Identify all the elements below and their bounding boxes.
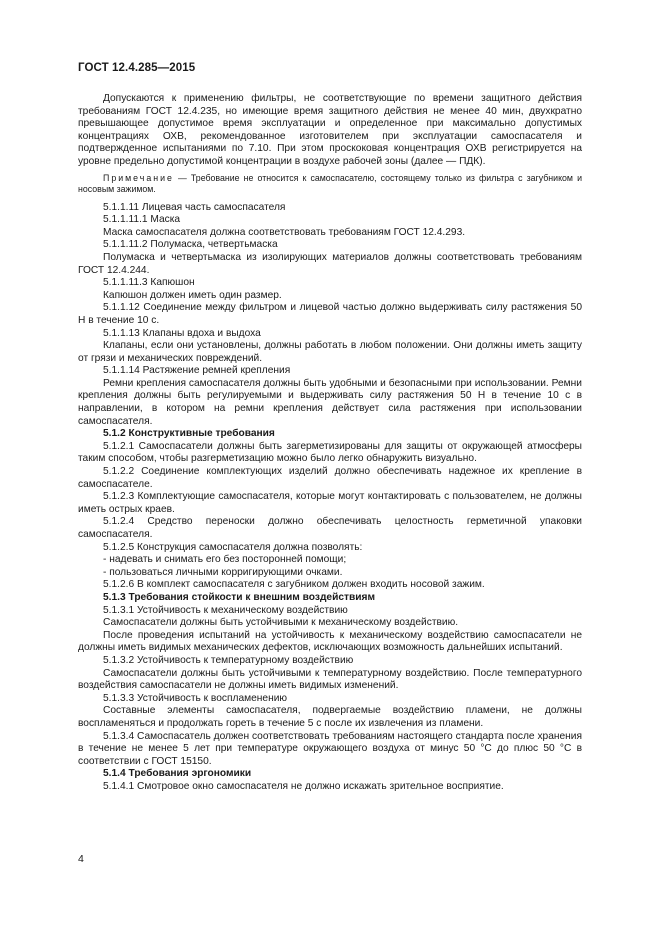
section-5-1-2-1: 5.1.2.1 Самоспасатели должны быть загерметизированы для защиты от окружающей атмосферы таким способом, чтобы разгерметизацию можно было легко обнаружить визуально. (78, 440, 582, 465)
section-5-1-1-11-2-text: Полумаска и четвертьмаска из изолирующих материалов должны соответствовать требованиям ГОСТ 12.4.244. (78, 251, 582, 276)
section-5-1-2-2: 5.1.2.2 Соединение комплектующих изделий должно обеспечивать надежное их крепление в самоспасателе. (78, 466, 582, 490)
section-5-1-3-4: 5.1.3.4 Самоспасатель должен соответствовать требованиям настоящего стандарта после хранения в течение не менее 5 лет при температуре окружающего воздуха от минус 50 °C до плюс 50 °C в соответствии с ГОСТ 15150. (78, 730, 582, 767)
section-5-1-1-13: 5.1.1.13 Клапаны вдоха и выдоха (103, 327, 261, 339)
section-5-1-1-14-text: Ремни крепления самоспасателя должны быть удобными и безопасными при использовании. Ремни крепления должны быть регулируемыми и выдерживать силу растяжения 50 Н в течение 10 с в направлении, в котором на ремни крепления действует сила растяжения при использовании самоспасателя. (78, 377, 582, 427)
section-5-1-3-3: 5.1.3.3 Устойчивость к воспламенению (103, 692, 288, 704)
section-5-1-3-1-text-2: После проведения испытаний на устойчивость к механическому воздействию самоспасатели не должны иметь видимых механических дефектов, исключающих возможность дальнейших испытаний. (78, 629, 582, 654)
section-5-1-2-3: 5.1.2.3 Комплектующие самоспасателя, которые могут контактировать с пользователем, не должны иметь острых краев. (78, 491, 582, 515)
section-5-1-1-11-1-text: Маска самоспасателя должна соответствовать требованиям ГОСТ 12.4.293. (103, 226, 466, 238)
list-item: - пользоваться личными корригирующими очками. (103, 566, 343, 578)
section-5-1-1-11-1: 5.1.1.11.1 Маска (103, 214, 181, 226)
section-5-1-3-1-text: Самоспасатели должны быть устойчивыми к механическому воздействию. (103, 617, 459, 629)
section-5-1-2-5: 5.1.2.5 Конструкция самоспасателя должна позволять: (103, 541, 363, 553)
section-heading-5-1-4: 5.1.4 Требования эргономики (103, 768, 252, 780)
section-5-1-2-4: 5.1.2.4 Средство переноски должно обеспечивать целостность герметичной упаковки самоспасателя. (78, 516, 582, 540)
section-heading-5-1-3: 5.1.3 Требования стойкости к внешним воздействиям (103, 591, 376, 603)
document-body (78, 93, 582, 793)
section-5-1-1-11-3-text: Капюшон должен иметь один размер. (103, 289, 282, 301)
note (78, 173, 582, 196)
section-5-1-1-11-3: 5.1.1.11.3 Капюшон (103, 277, 195, 289)
paragraph-filters: Допускаются к применению фильтры, не соответствующие по времени защитного действия требованиям ГОСТ 12.4.235, но имеющие время защитного действия не менее 40 мин, двухкратно превышающее допустимое время эксплуатации и определенное при максимально допустимых концентрациях ОХВ, рекомендованное изготовителем при эксплуатации самоспасателя и подтвержденное испытаниями по 7.10. При этом проскоковая концентрация ОХВ регистрируется на уровне предельно допустимой концентрации в воздухе рабочей зоны (далее — ПДК). (78, 93, 582, 167)
section-5-1-3-1: 5.1.3.1 Устойчивость к механическому воздействию (103, 604, 348, 616)
section-5-1-1-13-text: Клапаны, если они установлены, должны работать в любом положении. Они должны иметь защиту от грязи и механических повреждений. (78, 340, 582, 364)
section-5-1-3-2: 5.1.3.2 Устойчивость к температурному воздействию (103, 654, 354, 666)
section-5-1-3-3-text: Составные элементы самоспасателя, подвергаемые воздействию пламени, не должны воспламеняться и продолжать гореть в течение 5 с после их извлечения из пламени. (78, 705, 582, 729)
section-5-1-2-6: 5.1.2.6 В комплект самоспасателя с загубником должен входить носовой зажим. (103, 579, 485, 591)
section-5-1-1-14: 5.1.1.14 Растяжение ремней крепления (103, 365, 291, 377)
section-5-1-1-11: 5.1.1.11 Лицевая часть самоспасателя (103, 201, 286, 213)
section-5-1-1-11-2: 5.1.1.11.2 Полумаска, четвертьмаска (103, 239, 278, 251)
page-header-standard-code: ГОСТ 12.4.285—2015 (78, 62, 196, 74)
note-text: — Требование не относится к самоспасателю, состоящему только из фильтра с загубником и носовым зажимом. (78, 172, 582, 195)
page-number: 4 (78, 853, 84, 865)
note-label: Примечание (103, 172, 174, 183)
section-5-1-3-2-text: Самоспасатели должны быть устойчивыми к температурному воздействию. После температурного воздействия самоспасатели не должны иметь видимых изменений. (78, 667, 582, 692)
section-5-1-4-1: 5.1.4.1 Смотровое окно самоспасателя не должно искажать зрительное восприятие. (103, 780, 504, 792)
list-item: - надевать и снимать его без посторонней помощи; (103, 554, 347, 566)
section-5-1-1-12: 5.1.1.12 Соединение между фильтром и лицевой частью должно выдерживать силу растяжения 50 Н в течение 10 с. (78, 302, 582, 326)
section-heading-5-1-2: 5.1.2 Конструктивные требования (103, 428, 275, 440)
